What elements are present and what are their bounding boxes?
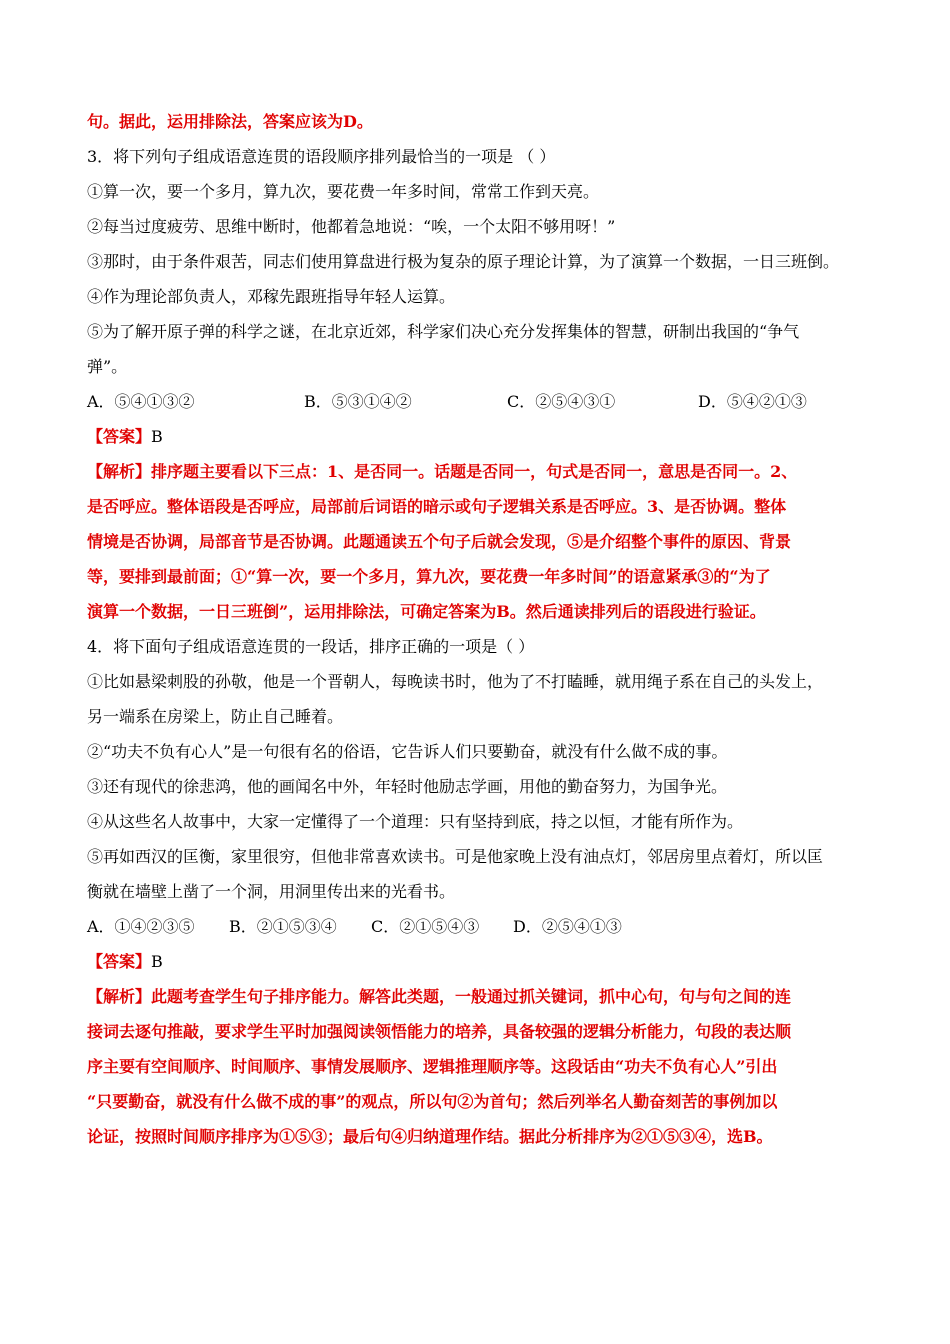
question-3: [87, 147, 867, 622]
q3-sentence-5: ⑤为了解开原子弹的科学之谜，在北京近郊，科学家们决心充分发挥集体的智慧，研制出我国的“争气: [87, 322, 800, 341]
q3-option-a: A．⑤④①③②: [87, 392, 195, 411]
q3-sentence-3: ③那时，由于条件艰苦，同志们使用算盘进行极为复杂的原子理论计算，为了演算一个数据，一日三班倒。: [87, 252, 840, 271]
q4-sentence-1-cont: 另一端系在房梁上，防止自己睡着。: [87, 707, 344, 726]
q4-analysis-line: 接词去逐句推敲，要求学生平时加强阅读领悟能力的培养，具备较强的逻辑分析能力，句段的表达顺: [87, 1022, 792, 1041]
q3-sentence-4: ④作为理论部负责人，邓稼先跟班指导年轻人运算。: [87, 287, 456, 306]
q3-sentence-2: ②每当过度疲劳、思维中断时，他都着急地说：“唉，一个太阳不够用呀！”: [87, 217, 616, 236]
q4-analysis-line: 论证，按照时间顺序排序为①⑤③；最后句④归纳道理作结。据此分析排序为②①⑤③④，选B。: [87, 1127, 773, 1146]
q3-option-b: B．⑤③①④②: [304, 392, 412, 411]
q3-answer-value: B: [151, 427, 163, 446]
q3-analysis-line: 【解析】排序题主要看以下三点：1、是否同一。话题是否同一，句式是否同一，意思是否同一。2、: [87, 462, 798, 481]
q4-analysis-line: “只要勤奋，就没有什么做不成的事”的观点，所以句②为首句；然后列举名人勤奋刻苦的事例加以: [87, 1092, 778, 1111]
q4-answer-label: 【答案】: [87, 952, 152, 971]
document-page: [87, 112, 867, 1162]
q4-analysis-line: 【解析】此题考查学生句子排序能力。解答此类题，一般通过抓关键词，抓中心句，句与句之间的连: [87, 987, 792, 1006]
q4-option-d: D．②⑤④①③: [513, 917, 622, 936]
previous-analysis-tail: 句。据此，运用排除法，答案应该为D。: [87, 112, 373, 131]
q4-option-c: C．②①⑤④③: [371, 917, 480, 936]
q3-answer: [87, 427, 867, 447]
q4-options: [87, 917, 867, 937]
q3-answer-label: 【答案】: [87, 427, 152, 446]
q4-answer: [87, 952, 867, 972]
q4-option-a: A．①④②③⑤: [87, 917, 195, 936]
q3-sentence-5-cont: 弹”。: [87, 357, 128, 376]
q3-sentence-1: ①算一次，要一个多月，算九次，要花费一年多时间，常常工作到天亮。: [87, 182, 600, 201]
q4-analysis-line: 序主要有空间顺序、时间顺序、事情发展顺序、逻辑推理顺序等。这段话由“功夫不负有心人”引出: [87, 1057, 778, 1076]
q3-option-d: D．⑤④②①③: [698, 392, 807, 411]
question-4: [87, 637, 867, 1147]
question-4-stem: 4．将下面句子组成语意连贯的一段话，排序正确的一项是（ ）: [87, 637, 535, 656]
q4-sentence-2: ②“功夫不负有心人”是一句很有名的俗语，它告诉人们只要勤奋，就没有什么做不成的事。: [87, 742, 728, 761]
q3-options: [87, 392, 867, 412]
q4-sentence-4: ④从这些名人故事中，大家一定懂得了一个道理：只有坚持到底，持之以恒，才能有所作为。: [87, 812, 744, 831]
q4-option-b: B．②①⑤③④: [229, 917, 337, 936]
q3-analysis-line: 情境是否协调，局部音节是否协调。此题通读五个句子后就会发现，⑤是介绍整个事件的原因、背景: [87, 532, 792, 551]
q4-answer-value: B: [151, 952, 163, 971]
q4-sentence-5-cont: 衡就在墙壁上凿了一个洞，用洞里传出来的光看书。: [87, 882, 456, 901]
question-3-stem: 3．将下列句子组成语意连贯的语段顺序排列最恰当的一项是 （ ）: [87, 147, 556, 166]
q3-analysis-line: 等，要排到最前面；①“算一次，要一个多月，算九次，要花费一年多时间”的语意紧承③的“为了: [87, 567, 771, 586]
q4-sentence-3: ③还有现代的徐悲鸿，他的画闻名中外，年轻时他励志学画，用他的勤奋努力，为国争光。: [87, 777, 728, 796]
q3-analysis-line: 是否呼应。整体语段是否呼应，局部前后词语的暗示或句子逻辑关系是否呼应。3、是否协调。整体: [87, 497, 787, 516]
q4-sentence-1: ①比如悬梁刺股的孙敬，他是一个晋朝人，每晚读书时，他为了不打瞌睡，就用绳子系在自己的头发上，: [87, 672, 824, 691]
q3-analysis-line: 演算一个数据，一日三班倒”，运用排除法，可确定答案为B。然后通读排列后的语段进行验证。: [87, 602, 766, 621]
q4-sentence-5: ⑤再如西汉的匡衡，家里很穷，但他非常喜欢读书。可是他家晚上没有油点灯，邻居房里点着灯，所以匡: [87, 847, 824, 866]
q3-option-c: C．②⑤④③①: [507, 392, 616, 411]
